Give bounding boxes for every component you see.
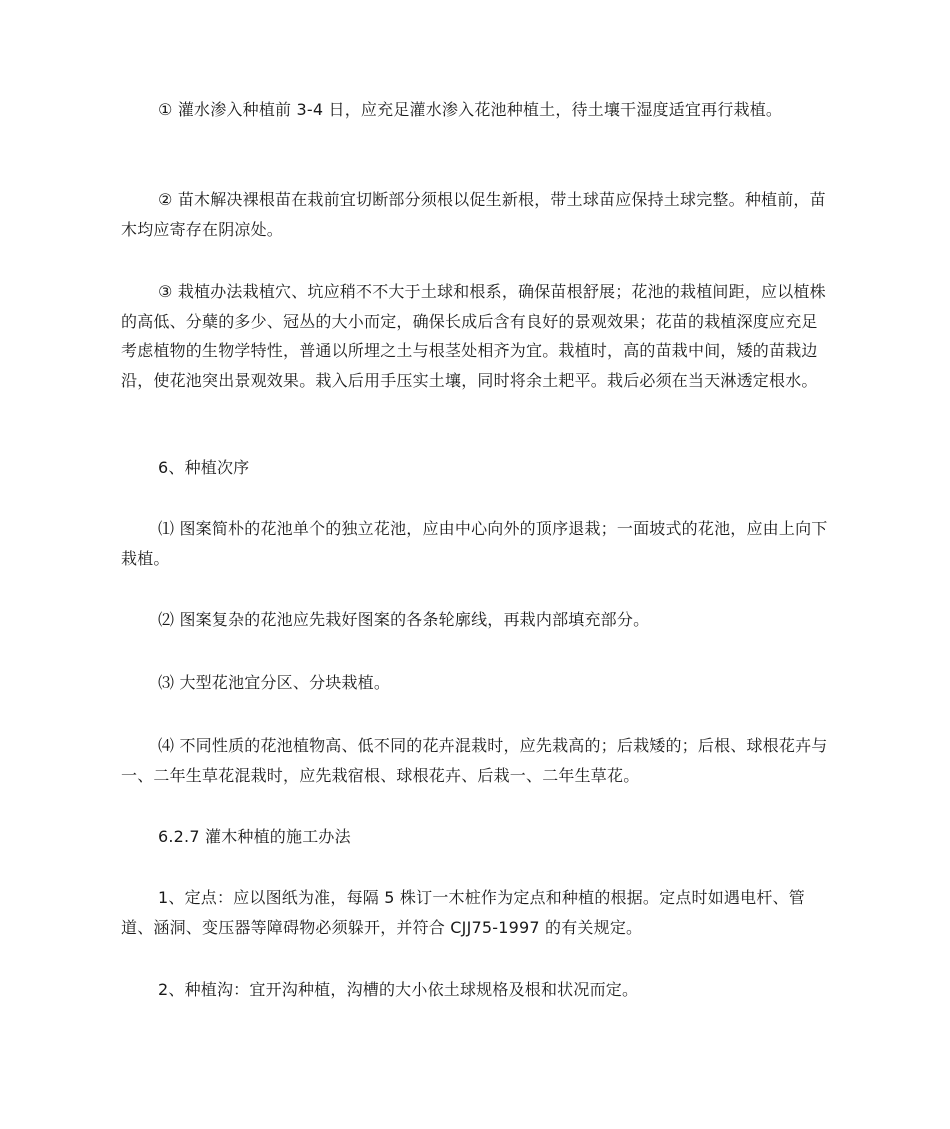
- paragraph-irrigation: ① 灌水渗入种植前 3-4 日，应充足灌水渗入花池种植土，待土壤干湿度适宜再行栽植。: [158, 100, 783, 119]
- paragraph-order-1: ⑴ 图案简朴的花池单个的独立花池，应由中心向外的顶序退栽；一面坡式的花池，应由上向下栽植。: [121, 519, 828, 568]
- paragraph-order-3: ⑶ 大型花池宜分区、分块栽植。: [158, 673, 391, 692]
- paragraph-order-2: ⑵ 图案复杂的花池应先栽好图案的各条轮廓线，再栽内部填充部分。: [158, 610, 650, 629]
- paragraph-order-4: ⑷ 不同性质的花池植物高、低不同的花卉混栽时，应先栽高的；后栽矮的；后根、球根花卉与一、二年生草花混栽时，应先栽宿根、球根花卉、后栽一、二年生草花。: [121, 736, 828, 785]
- paragraph-planting-method: ③ 栽植办法栽植穴、坑应稍不不大于土球和根系，确保苗根舒展；花池的栽植间距，应以植株的高低、分蘖的多少、冠丛的大小而定，确保长成后含有良好的景观效果；花苗的栽植深度应充足考虑植物的生物学特性，普通以所埋之土与根茎处相齐为宜。栽植时，高的苗栽中间，矮的苗栽边沿，使花池突出景观效果。栽入后用手压实土壤，同时将余土耙平。栽后必须在当天淋透定根水。: [121, 282, 826, 390]
- paragraph-seedling-treatment: ② 苗木解决裸根苗在栽前宜切断部分须根以促生新根，带土球苗应保持土球完整。种植前，苗木均应寄存在阴凉处。: [121, 190, 826, 239]
- heading-planting-order: 6、种植次序: [158, 458, 250, 477]
- paragraph-trench: 2、种植沟：宜开沟种植，沟槽的大小依土球规格及根和状况而定。: [158, 980, 639, 999]
- paragraph-staking: 1、定点：应以图纸为准，每隔 5 株订一木桩作为定点和种植的根据。定点时如遇电杆、管道、涵洞、变压器等障碍物必须躲开，并符合 CJJ75-1997 的有关规定。: [121, 888, 805, 937]
- heading-shrub-planting: 6.2.7 灌木种植的施工办法: [158, 827, 351, 846]
